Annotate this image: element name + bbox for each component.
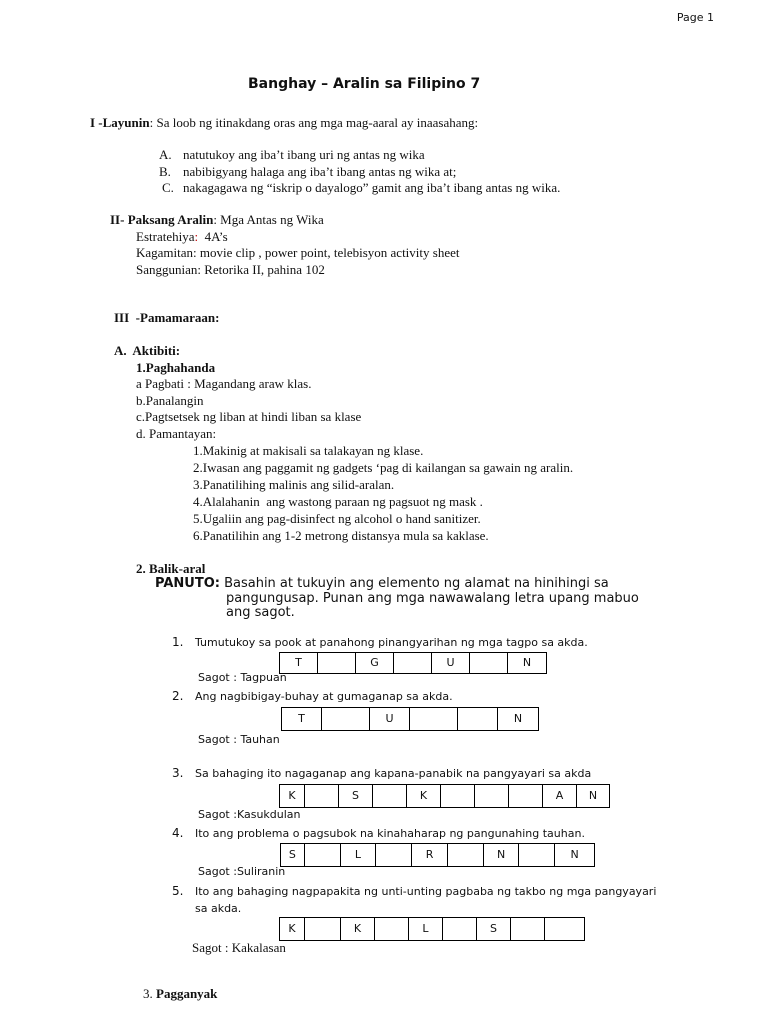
layunin-heading: I -Layunin xyxy=(90,115,150,130)
answer-cell xyxy=(376,844,412,866)
answer-cell xyxy=(511,918,545,940)
layunin-item-a xyxy=(159,147,425,163)
paksa-line xyxy=(110,212,324,228)
answer-cell xyxy=(545,918,582,940)
pamantayan-item: 2.Iwasan ang paggamit ng gadgets ‘pag di kailangan sa gawain ng aralin. xyxy=(193,460,574,475)
answer-cell: A xyxy=(543,785,577,807)
answer-cell: K xyxy=(280,785,305,807)
answer-grid xyxy=(279,784,610,808)
document-title: Banghay – Aralin sa Filipino 7 xyxy=(248,76,481,92)
answer-cell: N xyxy=(522,656,532,669)
paghahanda-item: a Pagbati : Magandang araw klas. xyxy=(136,376,312,391)
answer-cell: S xyxy=(339,785,373,807)
answer-grid xyxy=(280,843,595,867)
pagganyak-number: 3. xyxy=(143,986,153,1001)
sagot-text: Sagot : Tagpuan xyxy=(198,671,287,684)
question-number: 2. xyxy=(172,689,184,703)
panuto-line-2: pangungusap. Punan ang mga nawawalang letra upang mabuo xyxy=(226,591,639,606)
answer-cell xyxy=(475,785,509,807)
question-number: 5. xyxy=(172,884,184,898)
estratehiya-line xyxy=(136,229,228,245)
layunin-item-b xyxy=(159,164,456,180)
kagamitan-line: Kagamitan: movie clip , power point, telebisyon activity sheet xyxy=(136,245,460,260)
answer-cell xyxy=(305,785,339,807)
question-number: 1. xyxy=(172,635,184,649)
question-number: 3. xyxy=(172,766,184,780)
answer-cell: L xyxy=(341,844,377,866)
estratehiya-value: 4A’s xyxy=(198,229,228,244)
pamantayan-item: 3.Panatilihing malinis ang silid-aralan. xyxy=(193,477,395,492)
aktibiti-heading: A. Aktibiti: xyxy=(114,343,181,358)
answer-cell xyxy=(458,708,498,730)
paksa-text: : Mga Antas ng Wika xyxy=(213,212,324,227)
question-text: Sa bahaging ito nagaganap ang kapana-panabik na pangyayari sa akda xyxy=(195,767,592,780)
answer-cell xyxy=(322,708,370,730)
pamantayan-item: 4.Alalahanin ang wastong paraan ng pagsuot ng mask . xyxy=(193,494,483,509)
sagot-text: Sagot : Kakalasan xyxy=(192,940,286,955)
pamamaraan-heading: III -Pamamaraan: xyxy=(114,310,220,325)
answer-cell: N xyxy=(570,848,579,861)
answer-cell: G xyxy=(356,653,394,673)
sanggunian-line: Sanggunian: Retorika II, pahina 102 xyxy=(136,262,325,277)
estratehiya-colon: : xyxy=(194,229,199,244)
answer-cell: K xyxy=(407,785,441,807)
answer-cell: R xyxy=(412,844,448,866)
pagganyak-heading: Pagganyak xyxy=(156,986,218,1001)
answer-cell xyxy=(509,785,543,807)
answer-cell: L xyxy=(409,918,443,940)
answer-cell: S xyxy=(477,918,511,940)
answer-cell xyxy=(305,918,341,940)
list-item-text: nakagagawa ng “iskrip o dayalogo” gamit ang iba’t ibang antas ng wika. xyxy=(183,180,561,195)
list-marker: A. xyxy=(159,147,172,162)
list-marker: B. xyxy=(159,164,171,179)
answer-cell xyxy=(305,844,341,866)
pagganyak-line xyxy=(143,986,217,1002)
answer-cell xyxy=(470,653,508,673)
answer-cell: N xyxy=(484,844,520,866)
estratehiya-label: Estratehiya xyxy=(136,229,195,244)
answer-grid xyxy=(279,917,585,941)
paghahanda-item: d. Pamantayan: xyxy=(136,426,217,441)
paghahanda-item: c.Pagtsetsek ng liban at hindi liban sa klase xyxy=(136,409,362,424)
layunin-line xyxy=(90,115,478,131)
paghahanda-heading: 1.Paghahanda xyxy=(136,360,216,375)
answer-cell xyxy=(519,844,555,866)
panuto-line-3: ang sagot. xyxy=(226,605,295,620)
sagot-text: Sagot : Tauhan xyxy=(198,733,280,746)
page-number: Page 1 xyxy=(676,11,714,24)
answer-cell: T xyxy=(282,708,322,730)
answer-cell: U xyxy=(370,708,410,730)
balik-aral-heading: 2. Balik-aral xyxy=(136,561,206,576)
pamantayan-item: 6.Panatilihin ang 1-2 metrong distansya mula sa kaklase. xyxy=(193,528,489,543)
panuto-text: Basahin at tukuyin ang elemento ng alamat na hinihingi sa xyxy=(219,576,609,591)
pamantayan-item: 5.Ugaliin ang pag-disinfect ng alcohol o hand sanitizer. xyxy=(193,511,481,526)
pamantayan-item: 1.Makinig at makisali sa talakayan ng klase. xyxy=(193,443,424,458)
answer-cell: K xyxy=(280,918,305,940)
question-text: Ito ang bahaging nagpapakita ng unti-unting pagbaba ng takbo ng mga pangyayari xyxy=(195,885,657,898)
question-text: Tumutukoy sa pook at panahong pinangyarihan ng mga tagpo sa akda. xyxy=(195,636,588,649)
answer-cell: N xyxy=(513,712,523,725)
answer-grid xyxy=(281,707,539,731)
answer-grid xyxy=(279,652,547,674)
panuto-label: PANUTO: xyxy=(155,576,220,591)
list-item-text: natutukoy ang iba’t ibang uri ng antas ng wika xyxy=(183,147,425,162)
question-text: Ang nagbibigay-buhay at gumaganap sa akda. xyxy=(195,690,453,703)
sagot-text: Sagot :Kasukdulan xyxy=(198,808,301,821)
answer-cell xyxy=(410,708,458,730)
question-text: Ito ang problema o pagsubok na kinahaharap ng pangunahing tauhan. xyxy=(195,827,585,840)
answer-cell xyxy=(375,918,409,940)
answer-cell xyxy=(441,785,475,807)
sagot-text: Sagot :Suliranin xyxy=(198,865,286,878)
paghahanda-item: b.Panalangin xyxy=(136,393,204,408)
answer-cell: K xyxy=(341,918,375,940)
question-number: 4. xyxy=(172,826,184,840)
answer-cell xyxy=(373,785,407,807)
answer-cell: N xyxy=(588,789,598,802)
answer-cell xyxy=(394,653,432,673)
list-marker: C. xyxy=(162,180,174,195)
question-text: sa akda. xyxy=(195,902,242,915)
answer-cell xyxy=(318,653,356,673)
answer-cell xyxy=(443,918,477,940)
paksa-heading: II- Paksang Aralin xyxy=(110,212,214,227)
answer-cell: S xyxy=(281,844,305,866)
answer-cell: T xyxy=(280,653,318,673)
answer-cell xyxy=(448,844,484,866)
panuto-line-1 xyxy=(155,576,609,591)
layunin-text: : Sa loob ng itinakdang oras ang mga mag-aaral ay inaasahang: xyxy=(149,115,479,130)
list-item-text: nabibigyang halaga ang iba’t ibang antas ng wika at; xyxy=(183,164,457,179)
layunin-item-c xyxy=(162,180,560,196)
answer-cell: U xyxy=(432,653,470,673)
